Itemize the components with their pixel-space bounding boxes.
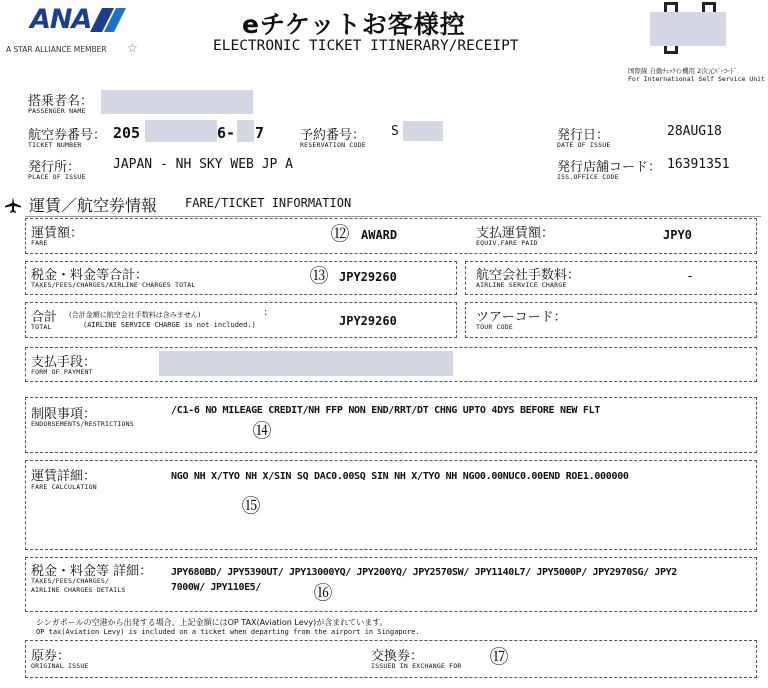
tax-details-marker: ⑯ bbox=[313, 582, 333, 604]
restrictions-label-jp: 制限事項： bbox=[31, 407, 97, 422]
passenger-name-label-jp: 搭乗者名： bbox=[28, 94, 94, 109]
ticket-number-part1: 205 bbox=[113, 124, 141, 142]
fare-calc-box bbox=[25, 460, 757, 550]
tax-details-label-en2: AIRLINE CHARGES DETAILS bbox=[31, 586, 126, 594]
star-alliance-icon: ☆ bbox=[127, 41, 138, 55]
restrictions-value: /C1-6 NO MILEAGE CREDIT/NH FFP NON END/RRT/DT CHNG UPTO 4DYS BEFORE NEW FLT bbox=[171, 405, 601, 416]
qr-note-en: For International Self Service Unit bbox=[628, 75, 765, 83]
original-issue-box bbox=[25, 640, 757, 678]
ticket-number-part3: 7 bbox=[255, 124, 265, 142]
title-jp: eチケットお客様控 bbox=[242, 10, 466, 39]
op-tax-note-jp: シンガポールの空港から出発する場合、上記金額にはOP TAX(Aviation Levy)が含まれています。 bbox=[36, 618, 388, 627]
fare-marker: ⑫ bbox=[330, 223, 350, 245]
tax-details-label-en1: TAXES/FEES/CHARGES/ bbox=[31, 577, 110, 585]
ticket-number-part2: 6- bbox=[217, 124, 236, 142]
exchange-label-en: ISSUED IN EXCHANGE FOR bbox=[371, 662, 462, 670]
issue-date-label-en: DATE OF ISSUE bbox=[557, 141, 611, 149]
ticket-number-label-jp: 航空券番号： bbox=[28, 128, 107, 143]
office-code-label-en: ISS.OFFICE CODE bbox=[557, 173, 619, 181]
restrictions-label-en: ENDORSEMENTS/RESTRICTIONS bbox=[31, 420, 134, 428]
fare-box bbox=[25, 218, 757, 254]
taxes-total-value: JPY29260 bbox=[339, 270, 397, 284]
taxes-total-marker: ⑬ bbox=[309, 265, 329, 287]
equiv-fare-label-jp: 支払運賃額： bbox=[476, 226, 555, 241]
fare-label-jp: 運賃額： bbox=[31, 226, 84, 241]
payment-label-jp: 支払手段： bbox=[31, 355, 97, 370]
fare-calc-marker: ⑮ bbox=[241, 495, 261, 517]
ticket-number-redaction-2 bbox=[237, 120, 254, 142]
office-code-label-jp: 発行店舗コード： bbox=[557, 160, 662, 175]
qr-code-redaction bbox=[650, 12, 726, 46]
section-divider bbox=[25, 216, 761, 217]
equiv-fare-value: JPY0 bbox=[663, 228, 692, 242]
airplane-icon bbox=[4, 196, 22, 214]
total-note-jp: (合計金額に航空会社手数料は含みません) bbox=[69, 311, 201, 319]
section-title-jp: 運賃／航空券情報 bbox=[29, 196, 158, 215]
tax-details-box bbox=[25, 557, 757, 612]
total-colon: : bbox=[264, 307, 268, 318]
taxes-total-label-en: TAXES/FEES/CHARGES/AIRLINE CHARGES TOTAL bbox=[31, 281, 196, 289]
airline-charge-value: - bbox=[686, 269, 694, 284]
payment-label-en: FORM OF PAYMENT bbox=[31, 368, 93, 376]
reservation-label-en: RESERVATION CODE bbox=[300, 141, 366, 149]
ana-logo bbox=[30, 4, 140, 40]
payment-box bbox=[25, 347, 757, 382]
passenger-name-redaction bbox=[101, 90, 253, 114]
title-en: ELECTRONIC TICKET ITINERARY/RECEIPT bbox=[213, 38, 519, 54]
ticket-number-redaction bbox=[145, 120, 217, 142]
airline-charge-box bbox=[465, 261, 757, 295]
issue-date-label-jp: 発行日： bbox=[557, 128, 610, 143]
place-of-issue-label-jp: 発行所： bbox=[28, 160, 81, 175]
reservation-value: S bbox=[391, 124, 399, 139]
passenger-name-label-en: PASSENGER NAME bbox=[28, 107, 86, 115]
tour-code-box bbox=[465, 302, 757, 338]
airline-charge-label-en: AIRLINE SERVICE CHARGE bbox=[476, 281, 567, 289]
airline-charge-label-jp: 航空会社手数料： bbox=[476, 268, 581, 283]
fare-value: AWARD bbox=[361, 228, 398, 242]
reservation-redaction bbox=[403, 121, 443, 141]
total-note-en: (AIRLINE SERVICE CHARGE is not included.) bbox=[83, 321, 256, 329]
tour-code-label-en: TOUR CODE bbox=[476, 323, 514, 331]
office-code-value: 16391351 bbox=[667, 157, 730, 172]
total-box bbox=[25, 302, 457, 338]
total-value: JPY29260 bbox=[339, 314, 397, 328]
reservation-label-jp: 予約番号： bbox=[300, 128, 366, 143]
issue-date-value: 28AUG18 bbox=[667, 124, 722, 139]
total-label-jp: 合計 bbox=[31, 310, 58, 325]
taxes-total-box bbox=[25, 261, 457, 295]
qr-note-jp: 国際線 自動ﾁｪｯｸｲﾝ機用 2次元ﾊﾞｰｺｰﾄﾞ bbox=[628, 67, 738, 75]
ticket-number-label-en: TICKET NUMBER bbox=[28, 141, 82, 149]
tour-code-label-jp: ツアーコード： bbox=[476, 310, 567, 325]
total-label-en: TOTAL bbox=[31, 323, 52, 331]
tax-details-line1: JPY680BD/ JPY5390UT/ JPY13000YQ/ JPY200YQ/ JPY2570SW/ JPY1140L7/ JPY5000P/ JPY2970SG/ JPY2 bbox=[171, 567, 677, 578]
place-of-issue-label-en: PLACE OF ISSUE bbox=[28, 173, 86, 181]
fare-calc-label-en: FARE CALCULATION bbox=[31, 483, 97, 491]
op-tax-note-en: OP tax(Aviation Levy) is included on a ticket when departing from the airport in Singapore. bbox=[36, 628, 420, 636]
exchange-marker: ⑰ bbox=[489, 646, 509, 668]
ana-logo-stripes-icon bbox=[90, 8, 130, 32]
alliance-text: A STAR ALLIANCE MEMBER bbox=[6, 45, 107, 54]
original-issue-label-jp: 原券： bbox=[31, 649, 71, 664]
original-issue-label-en: ORIGINAL ISSUE bbox=[31, 662, 89, 670]
equiv-fare-label-en: EQUIV.FARE PAID bbox=[476, 239, 538, 247]
fare-label-en: FARE bbox=[31, 239, 48, 247]
restrictions-box bbox=[25, 397, 757, 453]
fare-calc-label-jp: 運賃詳細： bbox=[31, 469, 97, 484]
taxes-total-label-jp: 税金・料金等合計： bbox=[31, 268, 149, 283]
qr-code bbox=[664, 2, 718, 54]
exchange-label-jp: 交換券： bbox=[371, 649, 424, 664]
fare-calc-value: NGO NH X/TYO NH X/SIN SQ DAC0.00SQ SIN NH X/TYO NH NGO0.00NUC0.00END ROE1.000000 bbox=[171, 471, 629, 482]
tax-details-line2: 7000W/ JPY110E5/ bbox=[171, 582, 261, 593]
tax-details-label-jp: 税金・料金等 詳細： bbox=[31, 564, 153, 579]
restrictions-marker: ⑭ bbox=[252, 420, 272, 442]
ana-logo-text: ANA bbox=[30, 4, 92, 35]
place-of-issue-value: JAPAN - NH SKY WEB JP A bbox=[113, 157, 294, 172]
payment-redaction bbox=[159, 351, 453, 376]
section-title-en: FARE/TICKET INFORMATION bbox=[185, 196, 352, 210]
